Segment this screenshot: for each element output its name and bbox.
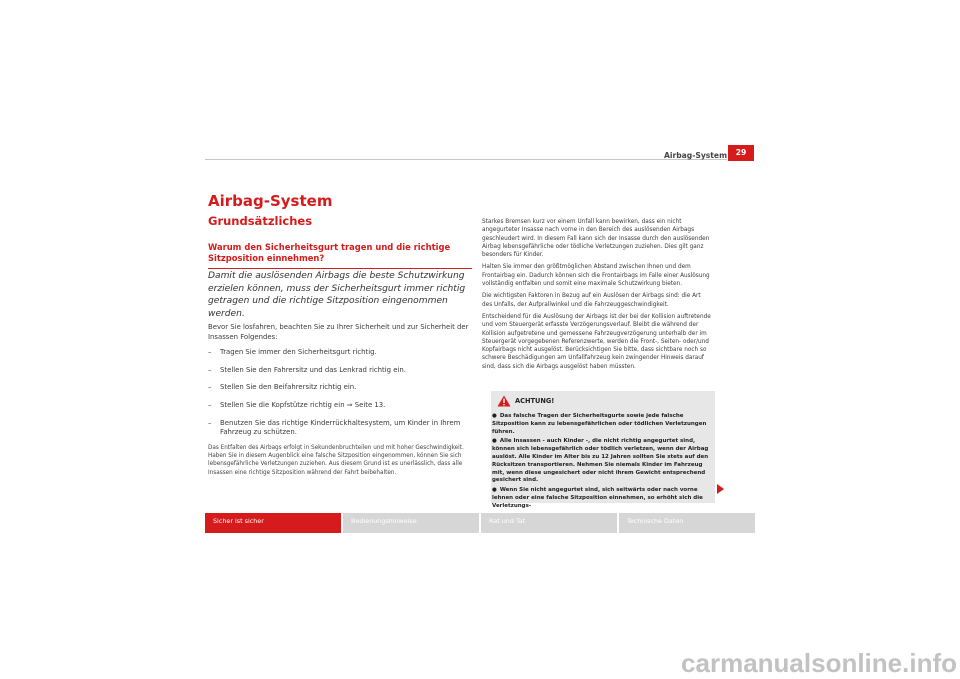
- warning-item: ● Wenn Sie nicht angegurtet sind, sich seitwärts oder nach vorne lehnen oder eine falsche Sitzposition einnehmen, so erhöht sich die Verletzungs-: [492, 487, 703, 509]
- intro-paragraph: Bevor Sie losfahren, beachten Sie zu Ihrer Sicherheit und zur Sicherheit der Insassen Folgendes:: [208, 323, 469, 341]
- left-column-body: [208, 323, 474, 446]
- warning-title: ACHTUNG!: [515, 397, 555, 405]
- paragraph: Die wichtigsten Faktoren in Bezug auf ein Auslösen der Airbags sind: die Art des Unfalls, der Aufprallwinkel und die Fahrzeuggeschwindigkeit.: [482, 293, 701, 308]
- paragraph: Halten Sie immer den größtmöglichen Abstand zwischen Ihnen und dem Frontairbag ein. Dadurch können sich die Frontairbags im Falle einer Auslösung vollständig entfalten und somit eine maximale Schutzwirkung bieten.: [482, 264, 710, 288]
- warning-item: ● Das falsche Tragen der Sicherheitsgurte sowie jede falsche Sitzposition kann zu lebensgefährlichen oder tödlichen Verletzungen führen.: [492, 413, 707, 435]
- paragraph: Starkes Bremsen kurz vor einem Unfall kann bewirken, dass ein nicht angegurteter Insasse nach vorne in den Bereich des auslösenden Airbags geschleudert wird. In diesem Fall kann sich der Insasse durch den auslösenden Airbag lebensgefährliche oder tödliche Verletzungen zuziehen. Dies gilt ganz besonders für Kinder.: [482, 219, 710, 259]
- list-item: – Stellen Sie den Beifahrersitz richtig ein.: [208, 383, 357, 392]
- right-column-body: [482, 218, 712, 375]
- warning-list: [491, 411, 715, 511]
- footer-tab-sicher-ist-sicher[interactable]: Sicher ist sicher: [205, 513, 341, 533]
- list-item: – Tragen Sie immer den Sicherheitsgurt richtig.: [208, 348, 377, 357]
- watermark: carmanualsonline.info: [681, 648, 957, 678]
- footer-tab-rat-und-tat[interactable]: Rat und Tat: [481, 513, 617, 533]
- footer-tab-technische-daten[interactable]: Technische Daten: [619, 513, 755, 533]
- section-title: Grundsätzliches: [208, 214, 313, 228]
- footer-nav: [205, 513, 755, 533]
- warning-triangle-icon: [497, 395, 511, 407]
- page-reference-link[interactable]: Stellen Sie die Kopfstütze richtig ein ⇒ Seite 13.: [220, 400, 386, 409]
- footer-tab-bedienungshinweise[interactable]: Bedienungshinweise: [343, 513, 479, 533]
- page-number: 29: [728, 145, 754, 161]
- list-item: – Benutzen Sie das richtige Kinderrückhaltesystem, um Kinder in Ihrem Fahrzeug zu schützen.: [208, 418, 461, 437]
- warning-header: [491, 391, 715, 411]
- warning-box: [491, 391, 715, 509]
- subsection-title: Warum den Sicherheitsgurt tragen und die richtige Sitzposition einnehmen?: [208, 242, 472, 269]
- continue-arrow-icon[interactable]: [717, 484, 724, 494]
- checklist: [208, 348, 474, 438]
- list-item: – Stellen Sie den Fahrersitz und das Lenkrad richtig ein.: [208, 365, 406, 374]
- running-header-title: Airbag-System: [663, 151, 727, 160]
- warning-item: ● Alle Insassen - auch Kinder -, die nicht richtig angegurtet sind, können sich lebensgefährlich oder tödlich verletzen, wenn der Airbag auslöst. Alle Kinder im Alter bis zu 12 Jahren sollten Sie stets auf den Rücksitzen transportieren. Nehmen Sie niemals Kinder im Fahrzeug mit, wenn diese ungesichert oder nicht ihrem Gewicht entsprechend gesichert sind.: [492, 438, 709, 484]
- note-paragraph: Das Entfalten des Airbags erfolgt in Sekundenbruchteilen und mit hoher Geschwindigkeit. Haben Sie in diesem Augenblick eine falsche Sitzposition eingenommen, können Sie sich lebensgefährliche Verletzungen zuziehen. Aus diesem Grund ist es unerlässlich, dass alle Insassen eine richtige Sitzposition während der Fahrt beibehalten.: [208, 445, 464, 476]
- paragraph: Entscheidend für die Auslösung der Airbags ist der bei der Kollision auftretende und vom Steuergerät erfasste Verzögerungsverlauf. Bleibt die während der Kollision aufgetretene und gemessene Fahrzeugverzögerung unterhalb der im Steuergerät vorgegebenen Referenzwerte, werden die Front-, Seiten- oder/und Kopfairbags nicht ausgelöst. Berücksichtigen Sie bitte, dass sichtbare noch so schwere Beschädigungen am Unfallfahrzeug kein zwingender Hinweis darauf sind, dass sich die Airbags ausgelöst haben müssten.: [482, 313, 711, 370]
- chapter-title: Airbag-System: [208, 192, 333, 210]
- lead-paragraph: Damit die auslösenden Airbags die beste Schutzwirkung erzielen können, muss der Sicherheitsgurt immer richtig getragen und die richtige Sitzposition eingenommen werden.: [208, 271, 466, 319]
- list-item: – Stellen Sie die Kopfstütze richtig ein ⇒ Seite 13.: [208, 400, 386, 409]
- header-rule: [205, 159, 727, 160]
